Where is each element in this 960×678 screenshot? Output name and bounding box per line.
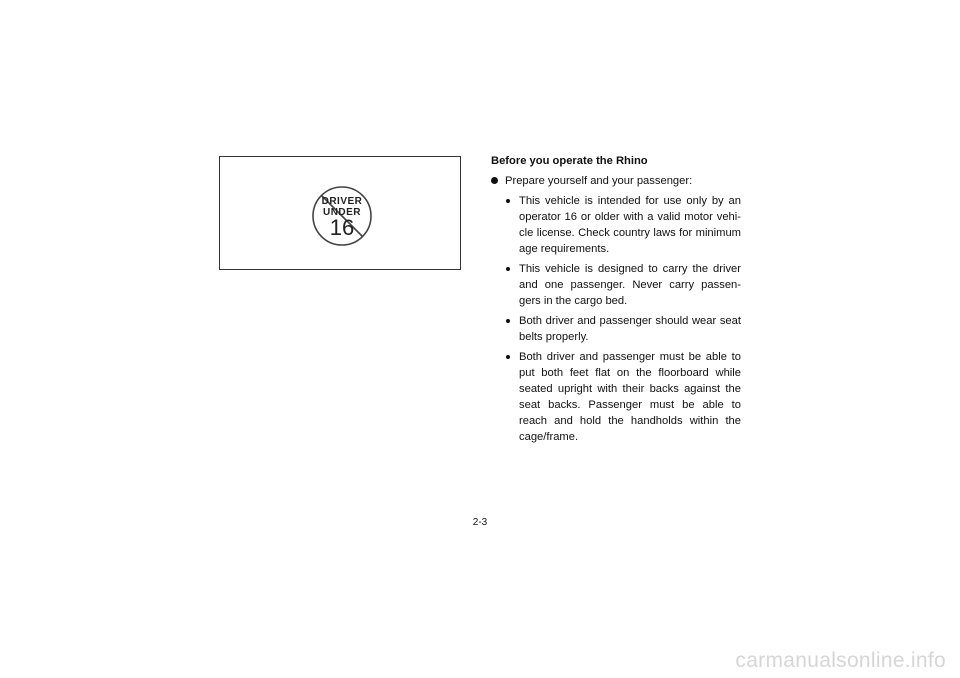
sub-bullet-dot-icon [506,319,510,323]
main-bullet-text: Prepare yourself and your passenger: [505,175,693,187]
list-item [491,313,741,345]
list-item-text: This vehicle is designed to carry the driver and one passenger. Never carry passen-gers in the cargo bed. [519,263,741,307]
watermark: carmanualsonline.info [735,649,946,672]
sub-bullet-dot-icon [506,267,510,271]
list-item-text: Both driver and passenger should wear seat belts properly. [519,315,741,343]
list-item-text: Both driver and passenger must be able to put both feet flat on the floorboard while seated upright with their backs against the seat backs. Passenger must be able to reach and hold the handholds within the cage/frame. [519,351,741,443]
badge-text-under: UNDER [322,207,362,218]
sub-bullet-list [491,193,741,445]
list-item-text: This vehicle is intended for use only by an operator 16 or older with a valid motor vehi-cle license. Check country laws for minimum age requirements. [519,195,741,255]
sub-bullet-dot-icon [506,355,510,359]
sub-bullet-dot-icon [506,199,510,203]
warning-illustration [219,156,461,270]
driver-under-16-badge [310,184,374,248]
bullet-dot-icon [491,177,498,184]
page-number: 2-3 [472,517,488,528]
list-item [491,261,741,309]
list-item [491,193,741,257]
list-item [491,349,741,445]
instructions-column [491,153,741,449]
main-bullet-item [491,173,741,189]
badge-text-driver: DRIVER [321,196,363,207]
section-heading: Before you operate the Rhino [491,155,648,167]
badge-age-number: 16 [329,215,355,240]
